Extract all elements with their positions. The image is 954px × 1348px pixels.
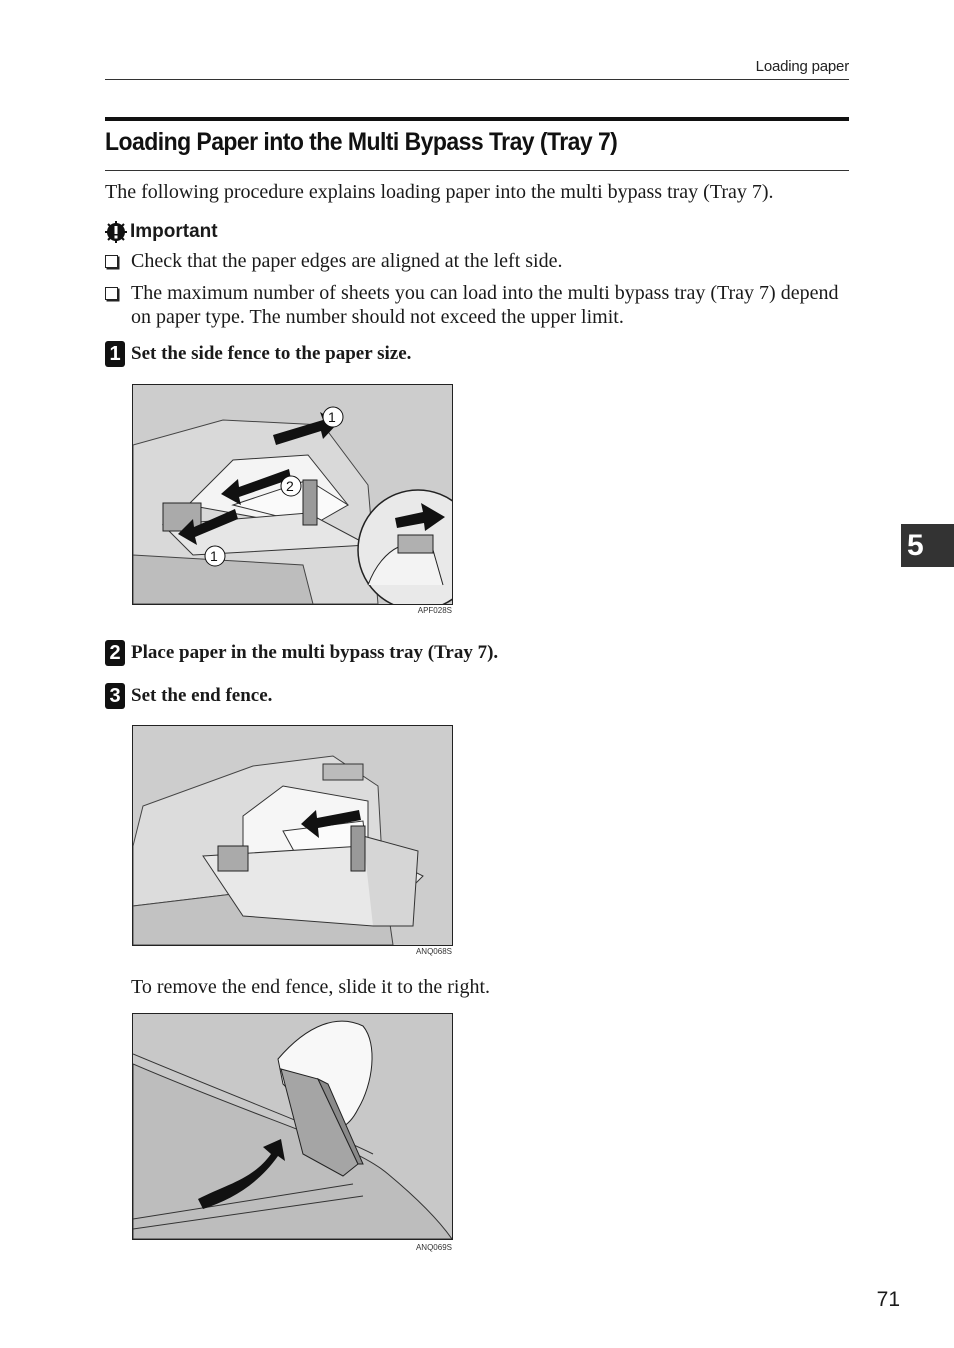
step-2	[105, 640, 498, 666]
figure-end-fence	[132, 725, 453, 946]
important-label: Important	[130, 221, 218, 242]
important-icon	[105, 221, 127, 243]
chapter-tab: 5	[901, 524, 954, 567]
important-item	[105, 281, 849, 329]
figure-side-fence	[132, 384, 453, 605]
callout-label: 1	[210, 548, 218, 564]
step-text: Set the side fence to the paper size.	[131, 343, 412, 364]
callout-label: 1	[328, 409, 336, 425]
title-rule-bottom	[105, 170, 849, 171]
important-item-text: The maximum number of sheets you can load into the multi bypass tray (Tray 7) depend on paper type. The number should not exceed the upper limit.	[131, 282, 839, 328]
checkbox-icon	[105, 287, 118, 300]
header-rule	[105, 79, 849, 80]
important-item-text: Check that the paper edges are aligned at the left side.	[131, 250, 563, 272]
checkbox-icon	[105, 255, 118, 268]
figure-code: ANQ068S	[415, 947, 452, 956]
title-rule-top	[105, 117, 849, 121]
step-text: Set the end fence.	[131, 685, 273, 706]
page-number: 71	[876, 1288, 900, 1311]
step-3	[105, 683, 272, 709]
figure-code: APF028S	[417, 606, 452, 615]
step-1	[105, 341, 411, 367]
figure-remove-end-fence	[132, 1013, 453, 1240]
step-number: 2	[105, 640, 125, 666]
intro-paragraph: The following procedure explains loading paper into the multi bypass tray (Tray 7).	[105, 181, 774, 203]
figure-code: ANQ069S	[415, 1243, 452, 1252]
running-header: Loading paper	[755, 58, 849, 75]
important-item	[105, 249, 849, 273]
end-fence-note: To remove the end fence, slide it to the right.	[131, 976, 491, 998]
section-title: Loading Paper into the Multi Bypass Tray (Tray 7)	[105, 128, 618, 156]
callout-label: 2	[286, 478, 294, 494]
step-number: 1	[105, 341, 125, 367]
step-number: 3	[105, 683, 125, 709]
important-heading	[105, 221, 218, 243]
step-text: Place paper in the multi bypass tray (Tray 7).	[131, 642, 499, 663]
